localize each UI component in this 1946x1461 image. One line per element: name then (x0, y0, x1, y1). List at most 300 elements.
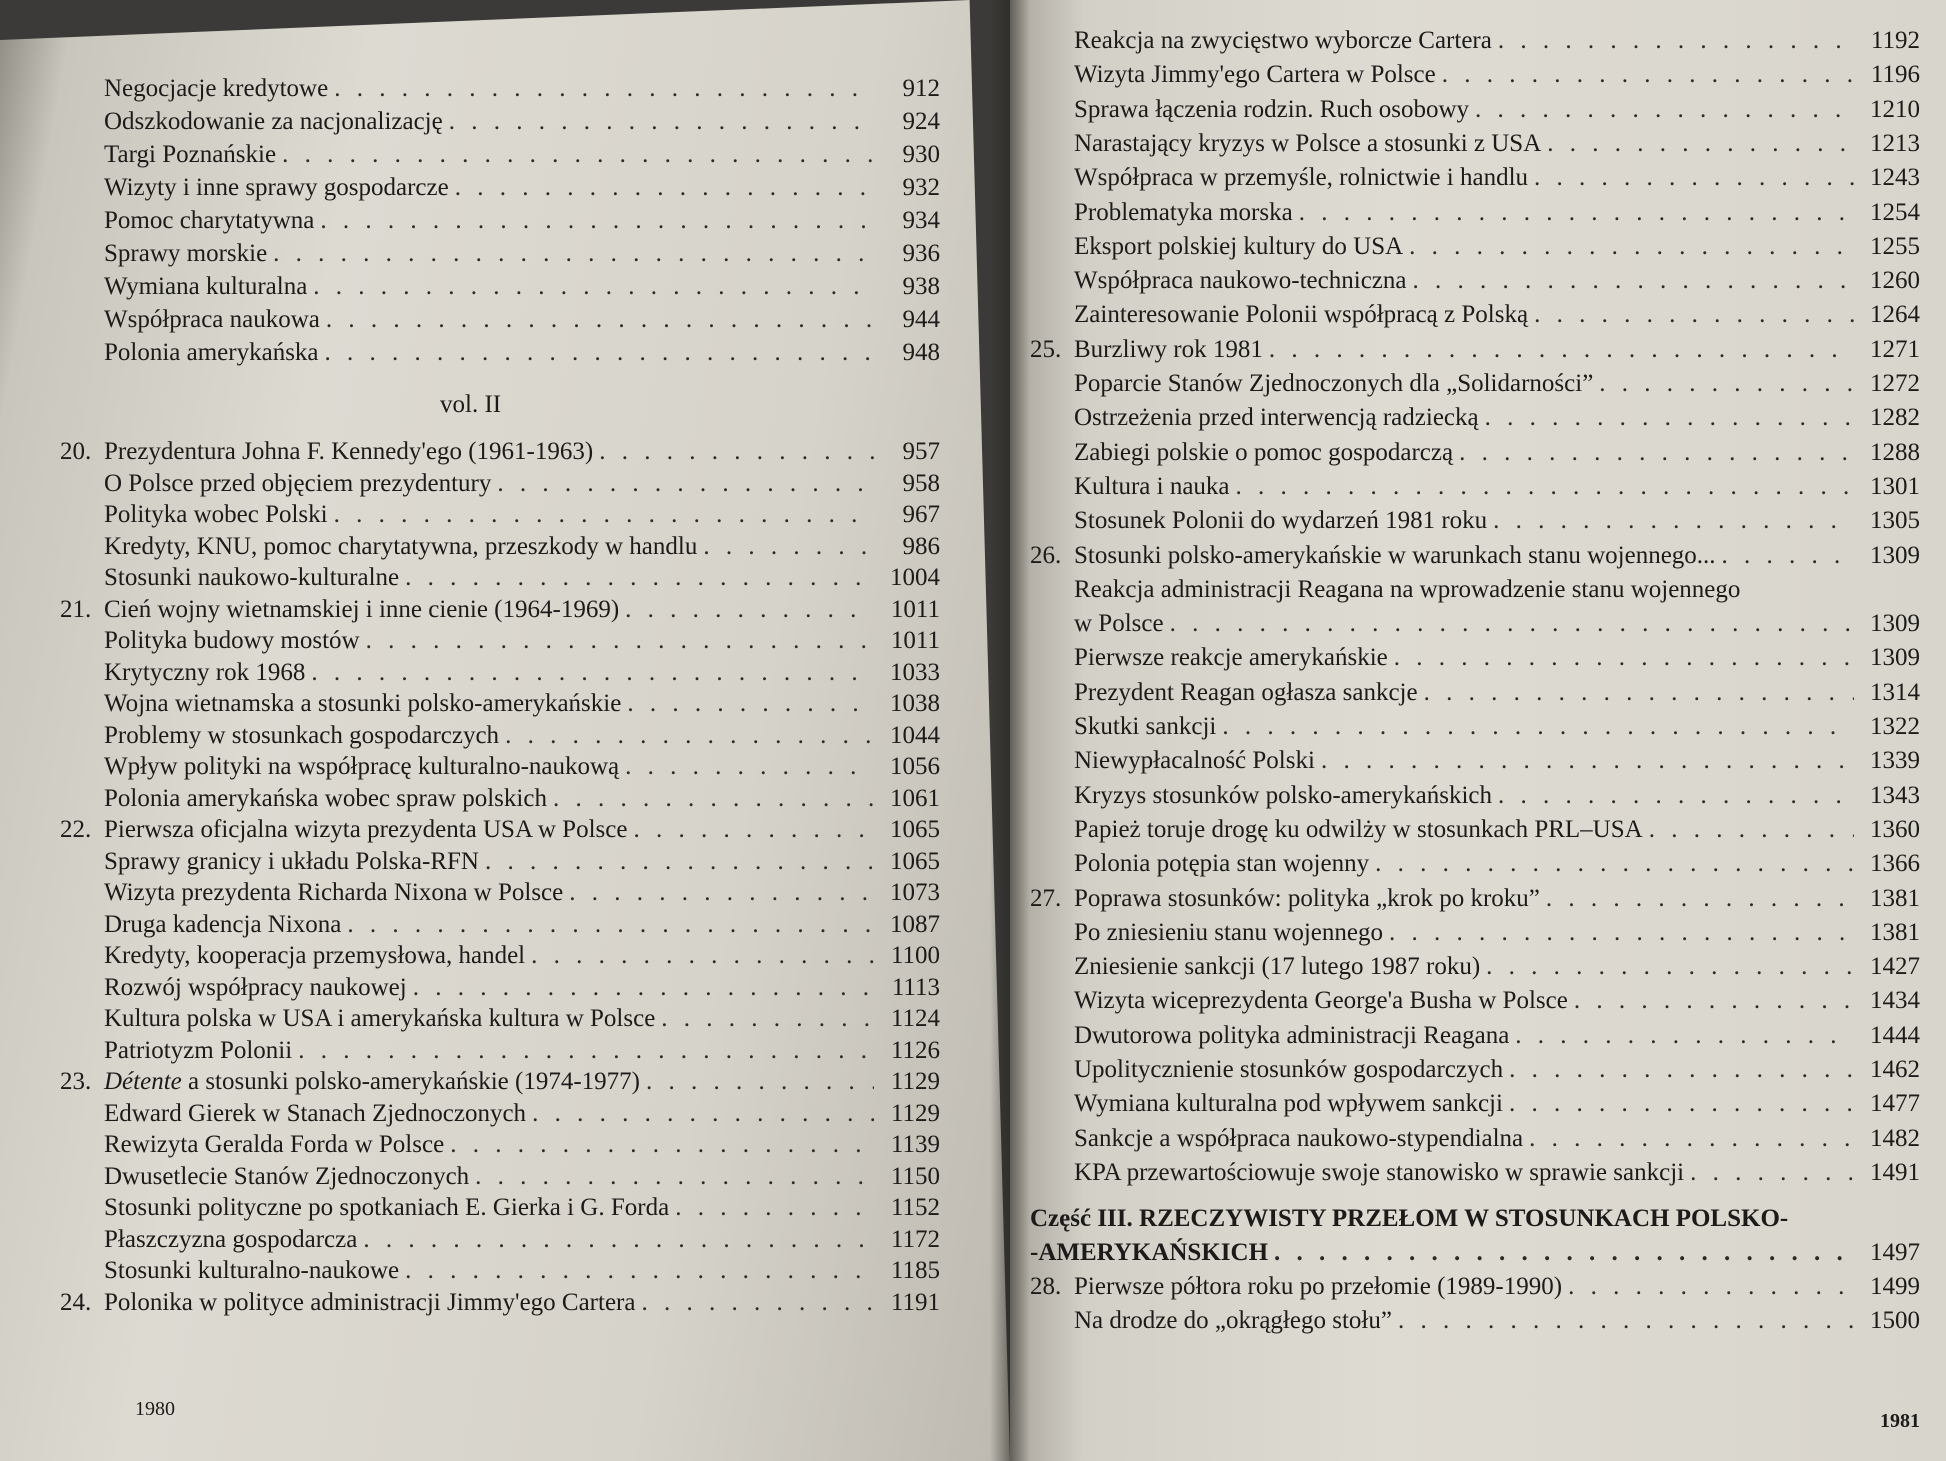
leader-dots (1547, 127, 1854, 161)
part-heading-text: Część III. RZECZYWISTY PRZEŁOM W STOSUNKACH POLSKO- (1030, 1205, 1789, 1233)
leader-dots (1274, 1236, 1854, 1270)
entry-page-number: 1366 (1870, 850, 1920, 878)
entry-title: Zabiegi polskie o pomoc gospodarczą (1074, 438, 1454, 466)
leader-dots (1509, 1053, 1854, 1087)
entry-page-number: 1444 (1870, 1021, 1920, 1049)
entry-title: Pomoc charytatywna (104, 207, 315, 234)
chapter-number: 25. (1030, 335, 1062, 363)
leader-dots (1170, 607, 1854, 641)
chapter-number: 27. (1030, 884, 1062, 912)
toc-chapter-row (1030, 1270, 1920, 1304)
entry-page-number: 1305 (1870, 507, 1920, 535)
toc-chapter-row (60, 813, 940, 847)
leader-dots (1424, 676, 1854, 710)
entry-page-number: 1210 (1870, 95, 1920, 123)
entry-page-number: 1129 (890, 1099, 940, 1127)
entry-page-number: 1255 (1870, 232, 1920, 260)
leader-dots (475, 1160, 874, 1194)
toc-chapter-row (60, 1286, 940, 1320)
entry-title: w Polsce (1074, 610, 1164, 638)
entry-page-number: 1011 (890, 627, 940, 654)
toc-entry-row (60, 1034, 940, 1068)
entry-title: Współpraca naukowa (104, 306, 320, 333)
chapter-number: 23. (60, 1068, 92, 1095)
leader-dots (1574, 984, 1854, 1018)
entry-title: Problemy w stosunkach gospodarczych (104, 721, 500, 749)
toc-entry-row (60, 270, 940, 304)
part-heading-line1 (1030, 1202, 1920, 1236)
toc-chapter-row (1030, 333, 1920, 367)
leader-dots (1398, 1304, 1854, 1338)
entry-title: Cień wojny wietnamskiej i inne cienie (1964-1969) (104, 595, 620, 623)
toc-entry-row (1030, 607, 1920, 641)
entry-page-number: 1434 (1870, 987, 1920, 1015)
entry-title: Polonika w polityce administracji Jimmy'ego Cartera (104, 1288, 636, 1316)
entry-title: Reakcja na zwycięstwo wyborcze Cartera (1074, 27, 1492, 54)
part-heading-text: -AMERYKAŃSKICH (1030, 1239, 1269, 1267)
leader-dots (1321, 744, 1854, 778)
leader-dots (497, 467, 874, 501)
entry-title: Krytyczny rok 1968 (104, 658, 306, 686)
entry-title: Wymiana kulturalna pod wpływem sankcji (1074, 1090, 1503, 1118)
entry-title: Burzliwy rok 1981 (1074, 335, 1263, 363)
entry-page-number: 1065 (890, 816, 940, 843)
leader-dots (569, 876, 874, 910)
entry-title: Kredyty, kooperacja przemysłowa, handel (104, 942, 526, 969)
entry-title: Dwutorowa polityka administracji Reagana (1074, 1021, 1510, 1049)
leader-dots (1690, 1156, 1854, 1190)
leader-dots (599, 435, 874, 469)
entry-page-number: 1491 (1870, 1158, 1920, 1186)
entry-page-number: 1260 (1870, 267, 1920, 295)
entry-title: Narastający kryzys w Polsce a stosunki z USA (1074, 129, 1542, 157)
entry-title: Ostrzeżenia przed interwencją radziecką (1074, 404, 1479, 432)
left-page-number: 1980 (135, 1398, 175, 1420)
entry-title: Negocjacje kredytowe (104, 75, 329, 102)
leader-dots (449, 105, 874, 139)
toc-entry-row (60, 750, 940, 784)
entry-title: Zniesienie sankcji (17 lutego 1987 roku) (1074, 953, 1481, 981)
toc-entry-row (60, 467, 940, 501)
entry-page-number: 1339 (1870, 747, 1920, 775)
entry-title: Stosunki polsko-amerykańskie w warunkach stanu wojennego... (1074, 541, 1716, 569)
entry-title: Stosunek Polonii do wydarzeń 1981 roku (1074, 507, 1488, 535)
toc-entry-row (60, 845, 940, 879)
entry-title: Polonia amerykańska (104, 339, 319, 366)
leader-dots (311, 656, 874, 690)
entry-title: Płaszczyzna gospodarcza (104, 1225, 358, 1253)
entry-page-number: 1309 (1870, 644, 1920, 672)
leader-dots (1493, 504, 1854, 538)
toc-entry-row (1030, 93, 1920, 127)
leader-dots (1486, 950, 1854, 984)
toc-entry-row (1030, 1122, 1920, 1156)
toc-entry-row (1030, 641, 1920, 675)
entry-page-number: 1360 (1870, 815, 1920, 843)
chapter-number: 21. (60, 595, 92, 623)
leader-dots (405, 561, 874, 595)
entry-title: Współpraca w przemyśle, rolnictwie i handlu (1074, 164, 1529, 192)
entry-title: Skutki sankcji (1074, 713, 1217, 740)
toc-entry-row (1030, 984, 1920, 1018)
entry-title: Stosunki polityczne po spotkaniach E. Gierka i G. Forda (104, 1194, 670, 1221)
toc-entry-row (60, 237, 940, 271)
toc-entry-row (1030, 298, 1920, 332)
leader-dots (1529, 1122, 1854, 1156)
entry-page-number: 936 (902, 240, 940, 267)
leader-dots (1509, 1087, 1854, 1121)
entry-page-number: 1044 (890, 721, 940, 749)
chapter-number: 22. (60, 816, 92, 843)
entry-title: Wpływ polityki na współpracę kulturalno-naukową (104, 753, 620, 780)
toc-entry-row (60, 1002, 940, 1036)
toc-entry-row (1030, 1053, 1920, 1087)
leader-dots (1269, 333, 1854, 367)
entry-page-number: 1322 (1870, 713, 1920, 740)
entry-page-number: 1139 (890, 1131, 940, 1158)
entry-page-number: 1309 (1870, 610, 1920, 638)
toc-entry-row (1030, 24, 1920, 58)
leader-dots (1515, 1019, 1854, 1053)
entry-page-number: 1288 (1870, 438, 1920, 466)
toc-entry-row (60, 1223, 940, 1257)
leader-dots (1649, 813, 1854, 847)
entry-page-number: 957 (902, 438, 940, 465)
entry-page-number: 1061 (890, 784, 940, 812)
entry-page-number: 1196 (1870, 61, 1920, 89)
entry-title-rest: a stosunki polsko-amerykańskie (1974-1977) (181, 1068, 640, 1095)
entry-page-number: 1011 (890, 595, 940, 623)
toc-entry-row (1030, 230, 1920, 264)
leader-dots (1299, 196, 1854, 230)
entry-page-number: 1271 (1870, 335, 1920, 363)
leader-dots (661, 1002, 874, 1036)
entry-title: Problematyka morska (1074, 198, 1293, 226)
toc-entry-row (60, 204, 940, 238)
entry-title: Edward Gierek w Stanach Zjednoczonych (104, 1099, 527, 1127)
toc-entry-row (60, 782, 940, 816)
entry-page-number: 1129 (890, 1068, 940, 1095)
entry-page-number: 1056 (890, 753, 940, 780)
entry-title: Polonia amerykańska wobec spraw polskich (104, 784, 547, 812)
entry-title: Odszkodowanie za nacjonalizację (104, 108, 443, 135)
leader-dots (1534, 161, 1854, 195)
leader-dots (1722, 539, 1854, 573)
entry-page-number: 1282 (1870, 404, 1920, 432)
leader-dots (1236, 470, 1854, 504)
leader-dots (625, 750, 874, 784)
entry-page-number: 1243 (1870, 164, 1920, 192)
entry-title: Polityka budowy mostów (104, 627, 360, 654)
entry-title: Stosunki kulturalno-naukowe (104, 1257, 400, 1284)
entry-page-number: 1152 (890, 1194, 940, 1221)
toc-entry-row (1030, 950, 1920, 984)
leader-dots (313, 270, 874, 304)
entry-page-number: 1033 (890, 658, 940, 686)
leader-dots (703, 530, 874, 564)
toc-entry-row (60, 1160, 940, 1194)
leader-dots (366, 624, 874, 658)
entry-page-number: 1038 (890, 690, 940, 717)
leader-dots (1222, 710, 1854, 744)
entry-title: Papież toruje drogę ku odwilży w stosunkach PRL–USA (1074, 815, 1643, 843)
entry-page-number: 1500 (1870, 1307, 1920, 1335)
entry-title: Rozwój współpracy naukowej (104, 973, 407, 1001)
toc-entry-row (1030, 1156, 1920, 1190)
entry-page-number: 1427 (1870, 953, 1920, 981)
leader-dots (1442, 58, 1854, 92)
toc-entry-row (1030, 470, 1920, 504)
leader-dots (1599, 367, 1854, 401)
toc-entry-row (60, 908, 940, 942)
entry-page-number: 924 (902, 108, 940, 135)
toc-chapter-row (1030, 539, 1920, 573)
entry-title: Niewypłacalność Polski (1074, 747, 1315, 775)
leader-dots (282, 138, 874, 172)
toc-entry-row (1030, 813, 1920, 847)
entry-title: Kultura polska w USA i amerykańska kultura w Polsce (104, 1005, 656, 1032)
toc-entry-row (1030, 1304, 1920, 1338)
entry-title: Kredyty, KNU, pomoc charytatywna, przeszkody w handlu (104, 532, 698, 560)
toc-chapter-row (1030, 882, 1920, 916)
entry-title: Kultura i nauka (1074, 472, 1230, 500)
entry-page-number: 1087 (890, 910, 940, 938)
toc-entry-row (1030, 1019, 1920, 1053)
toc-entry-row (60, 1097, 940, 1131)
entry-page-number: 1004 (890, 564, 940, 591)
toc-entry-row (1030, 676, 1920, 710)
entry-page-number: 1477 (1870, 1090, 1920, 1118)
entry-page-number: 1462 (1870, 1056, 1920, 1083)
entry-page-number: 930 (902, 141, 940, 168)
toc-entry-row (60, 656, 940, 690)
toc-entry-row (60, 72, 940, 106)
leader-dots (1568, 1270, 1854, 1304)
entry-title: Współpraca naukowo-techniczna (1074, 267, 1407, 295)
leader-dots (485, 845, 874, 879)
leader-dots (1459, 436, 1854, 470)
leader-dots (625, 593, 874, 627)
book-spine (990, 0, 1030, 1461)
entry-page-number: 1185 (890, 1257, 940, 1284)
entry-title: Wymiana kulturalna (104, 273, 308, 300)
leader-dots (326, 303, 874, 337)
entry-title: O Polsce przed objęciem prezydentury (104, 469, 492, 497)
leader-dots (1389, 916, 1854, 950)
toc-entry-row (60, 561, 940, 595)
entry-title: Poprawa stosunków: polityka „krok po kroku” (1074, 884, 1540, 912)
toc-entry-row (1030, 573, 1920, 607)
leader-dots (334, 72, 874, 106)
leader-dots (1475, 93, 1854, 127)
entry-title: Pierwsze półtora roku po przełomie (1989-1990) (1074, 1273, 1563, 1301)
leader-dots (347, 908, 874, 942)
leader-dots (1546, 882, 1854, 916)
entry-page-number: 1381 (1870, 884, 1920, 912)
entry-page-number: 1065 (890, 847, 940, 875)
toc-entry-row (1030, 196, 1920, 230)
entry-title: Zainteresowanie Polonii współpracą z Polską (1074, 301, 1529, 329)
entry-title: Patriotyzm Polonii (104, 1036, 293, 1064)
toc-entry-row (1030, 161, 1920, 195)
entry-page-number: 967 (902, 501, 940, 528)
part-page-number: 1497 (1870, 1239, 1920, 1267)
leader-dots (532, 1097, 874, 1131)
toc-entry-row (60, 1191, 940, 1225)
toc-entry-row (1030, 401, 1920, 435)
leader-dots (505, 719, 874, 753)
leader-dots (1394, 641, 1854, 675)
entry-page-number: 1126 (890, 1036, 940, 1064)
entry-title: Pierwsze reakcje amerykańskie (1074, 644, 1388, 672)
toc-entry-row (60, 530, 940, 564)
right-page-number: 1981 (1880, 1410, 1920, 1432)
leader-dots (1498, 24, 1854, 58)
entry-title: Wizyta wiceprezydenta George'a Busha w Polsce (1074, 987, 1568, 1015)
toc-entry-row (1030, 744, 1920, 778)
leader-dots (363, 1223, 874, 1257)
toc-entry-row (60, 876, 940, 910)
toc-entry-row (1030, 264, 1920, 298)
entry-page-number: 1191 (890, 1288, 940, 1316)
entry-title: Na drodze do „okrągłego stołu” (1074, 1307, 1392, 1335)
entry-page-number: 948 (902, 339, 940, 366)
entry-title: Rewizyta Geralda Forda w Polsce (104, 1131, 445, 1158)
toc-entry-row (60, 939, 940, 973)
toc-entry-row (1030, 1087, 1920, 1121)
entry-page-number: 934 (902, 207, 940, 234)
leader-dots (1485, 401, 1854, 435)
entry-title: Wizyta Jimmy'ego Cartera w Polsce (1074, 61, 1436, 89)
entry-title-italic: Détente (104, 1068, 182, 1095)
leader-dots (455, 171, 874, 205)
entry-title: Wojna wietnamska a stosunki polsko-amerykańskie (104, 690, 622, 717)
toc-entry-row (60, 303, 940, 337)
toc-entry-row (1030, 58, 1920, 92)
entry-page-number: 1254 (1870, 198, 1920, 226)
leader-dots (273, 237, 874, 271)
toc-chapter-row (60, 1065, 940, 1099)
leader-dots (646, 1065, 874, 1099)
toc-entry-row (60, 719, 940, 753)
toc-entry-row (60, 1128, 940, 1162)
chapter-number: 28. (1030, 1273, 1062, 1301)
toc-entry-row (1030, 779, 1920, 813)
entry-title: Druga kadencja Nixona (104, 910, 342, 938)
toc-chapter-row (60, 593, 940, 627)
entry-title (104, 1065, 640, 1099)
entry-title: Dwusetlecie Stanów Zjednoczonych (104, 1162, 470, 1190)
toc-entry-row (1030, 504, 1920, 538)
entry-title: KPA przewartościowuje swoje stanowisko w sprawie sankcji (1074, 1158, 1685, 1186)
entry-page-number: 986 (902, 532, 940, 560)
leader-dots (325, 336, 874, 370)
leader-dots (405, 1254, 874, 1288)
entry-page-number: 1100 (890, 942, 940, 969)
entry-title: Eksport polskiej kultury do USA (1074, 232, 1404, 260)
entry-page-number: 1272 (1870, 370, 1920, 397)
entry-title: Polityka wobec Polski (104, 501, 328, 528)
entry-title: Wizyty i inne sprawy gospodarcze (104, 174, 449, 201)
entry-title: Targi Poznańskie (104, 141, 277, 168)
toc-entry-row (1030, 127, 1920, 161)
toc-entry-row (1030, 916, 1920, 950)
leader-dots (1409, 230, 1854, 264)
entry-page-number: 1301 (1870, 472, 1920, 500)
toc-entry-row (60, 138, 940, 172)
entry-page-number: 1482 (1870, 1124, 1920, 1152)
toc-entry-row (60, 971, 940, 1005)
leader-dots (633, 813, 874, 847)
entry-title: Polonia potępia stan wojenny (1074, 850, 1370, 878)
entry-page-number: 932 (902, 174, 940, 201)
entry-page-number: 1309 (1870, 541, 1920, 569)
entry-page-number: 958 (902, 469, 940, 497)
toc-entry-row (60, 624, 940, 658)
entry-page-number: 912 (902, 75, 940, 102)
entry-page-number: 1343 (1870, 781, 1920, 809)
entry-title: Sprawy granicy i układu Polska-RFN (104, 847, 479, 875)
toc-entry-row (1030, 436, 1920, 470)
leader-dots (553, 782, 874, 816)
entry-page-number: 1192 (1870, 27, 1920, 54)
chapter-number: 26. (1030, 541, 1062, 569)
chapter-number: 24. (60, 1288, 92, 1316)
leader-dots (531, 939, 874, 973)
leader-dots (450, 1128, 874, 1162)
leader-dots (1412, 264, 1854, 298)
entry-title: Wizyta prezydenta Richarda Nixona w Polsce (104, 879, 564, 906)
entry-title: Sprawa łączenia rodzin. Ruch osobowy (1074, 95, 1470, 123)
entry-page-number: 1264 (1870, 301, 1920, 329)
toc-entry-row (1030, 710, 1920, 744)
toc-entry-row (60, 336, 940, 370)
toc-entry-row (1030, 847, 1920, 881)
entry-title: Poparcie Stanów Zjednoczonych dla „Solidarności” (1074, 370, 1594, 397)
entry-title: Sprawy morskie (104, 240, 268, 267)
leader-dots (298, 1034, 874, 1068)
entry-page-number: 1172 (890, 1225, 940, 1253)
entry-page-number: 1124 (890, 1005, 940, 1032)
leader-dots (334, 498, 874, 532)
leader-dots (641, 1286, 874, 1320)
toc-entry-row (60, 687, 940, 721)
leader-dots (675, 1191, 874, 1225)
entry-page-number: 1213 (1870, 129, 1920, 157)
leader-dots (413, 971, 874, 1005)
toc-chapter-row (60, 435, 940, 469)
entry-title: Sankcje a współpraca naukowo-stypendialna (1074, 1124, 1524, 1152)
entry-page-number: 1113 (891, 973, 940, 1001)
leader-dots (1534, 298, 1854, 332)
entry-title: Reakcja administracji Reagana na wprowadzenie stanu wojennego (1074, 575, 1741, 603)
toc-entry-row (60, 171, 940, 205)
leader-dots (627, 687, 874, 721)
entry-title: Po zniesieniu stanu wojennego (1074, 918, 1383, 946)
toc-entry-row (60, 1254, 940, 1288)
entry-title: Prezydent Reagan ogłasza sankcje (1074, 678, 1418, 706)
entry-page-number: 1073 (890, 879, 940, 906)
entry-page-number: 1314 (1870, 678, 1920, 706)
part-heading-line2 (1030, 1236, 1920, 1270)
entry-page-number: 1381 (1870, 918, 1920, 946)
entry-title: Kryzys stosunków polsko-amerykańskich (1074, 781, 1492, 809)
leader-dots (1375, 847, 1854, 881)
entry-page-number: 944 (902, 306, 940, 333)
entry-page-number: 938 (902, 273, 940, 300)
leader-dots (1498, 779, 1854, 813)
entry-page-number: 1499 (1870, 1273, 1920, 1301)
